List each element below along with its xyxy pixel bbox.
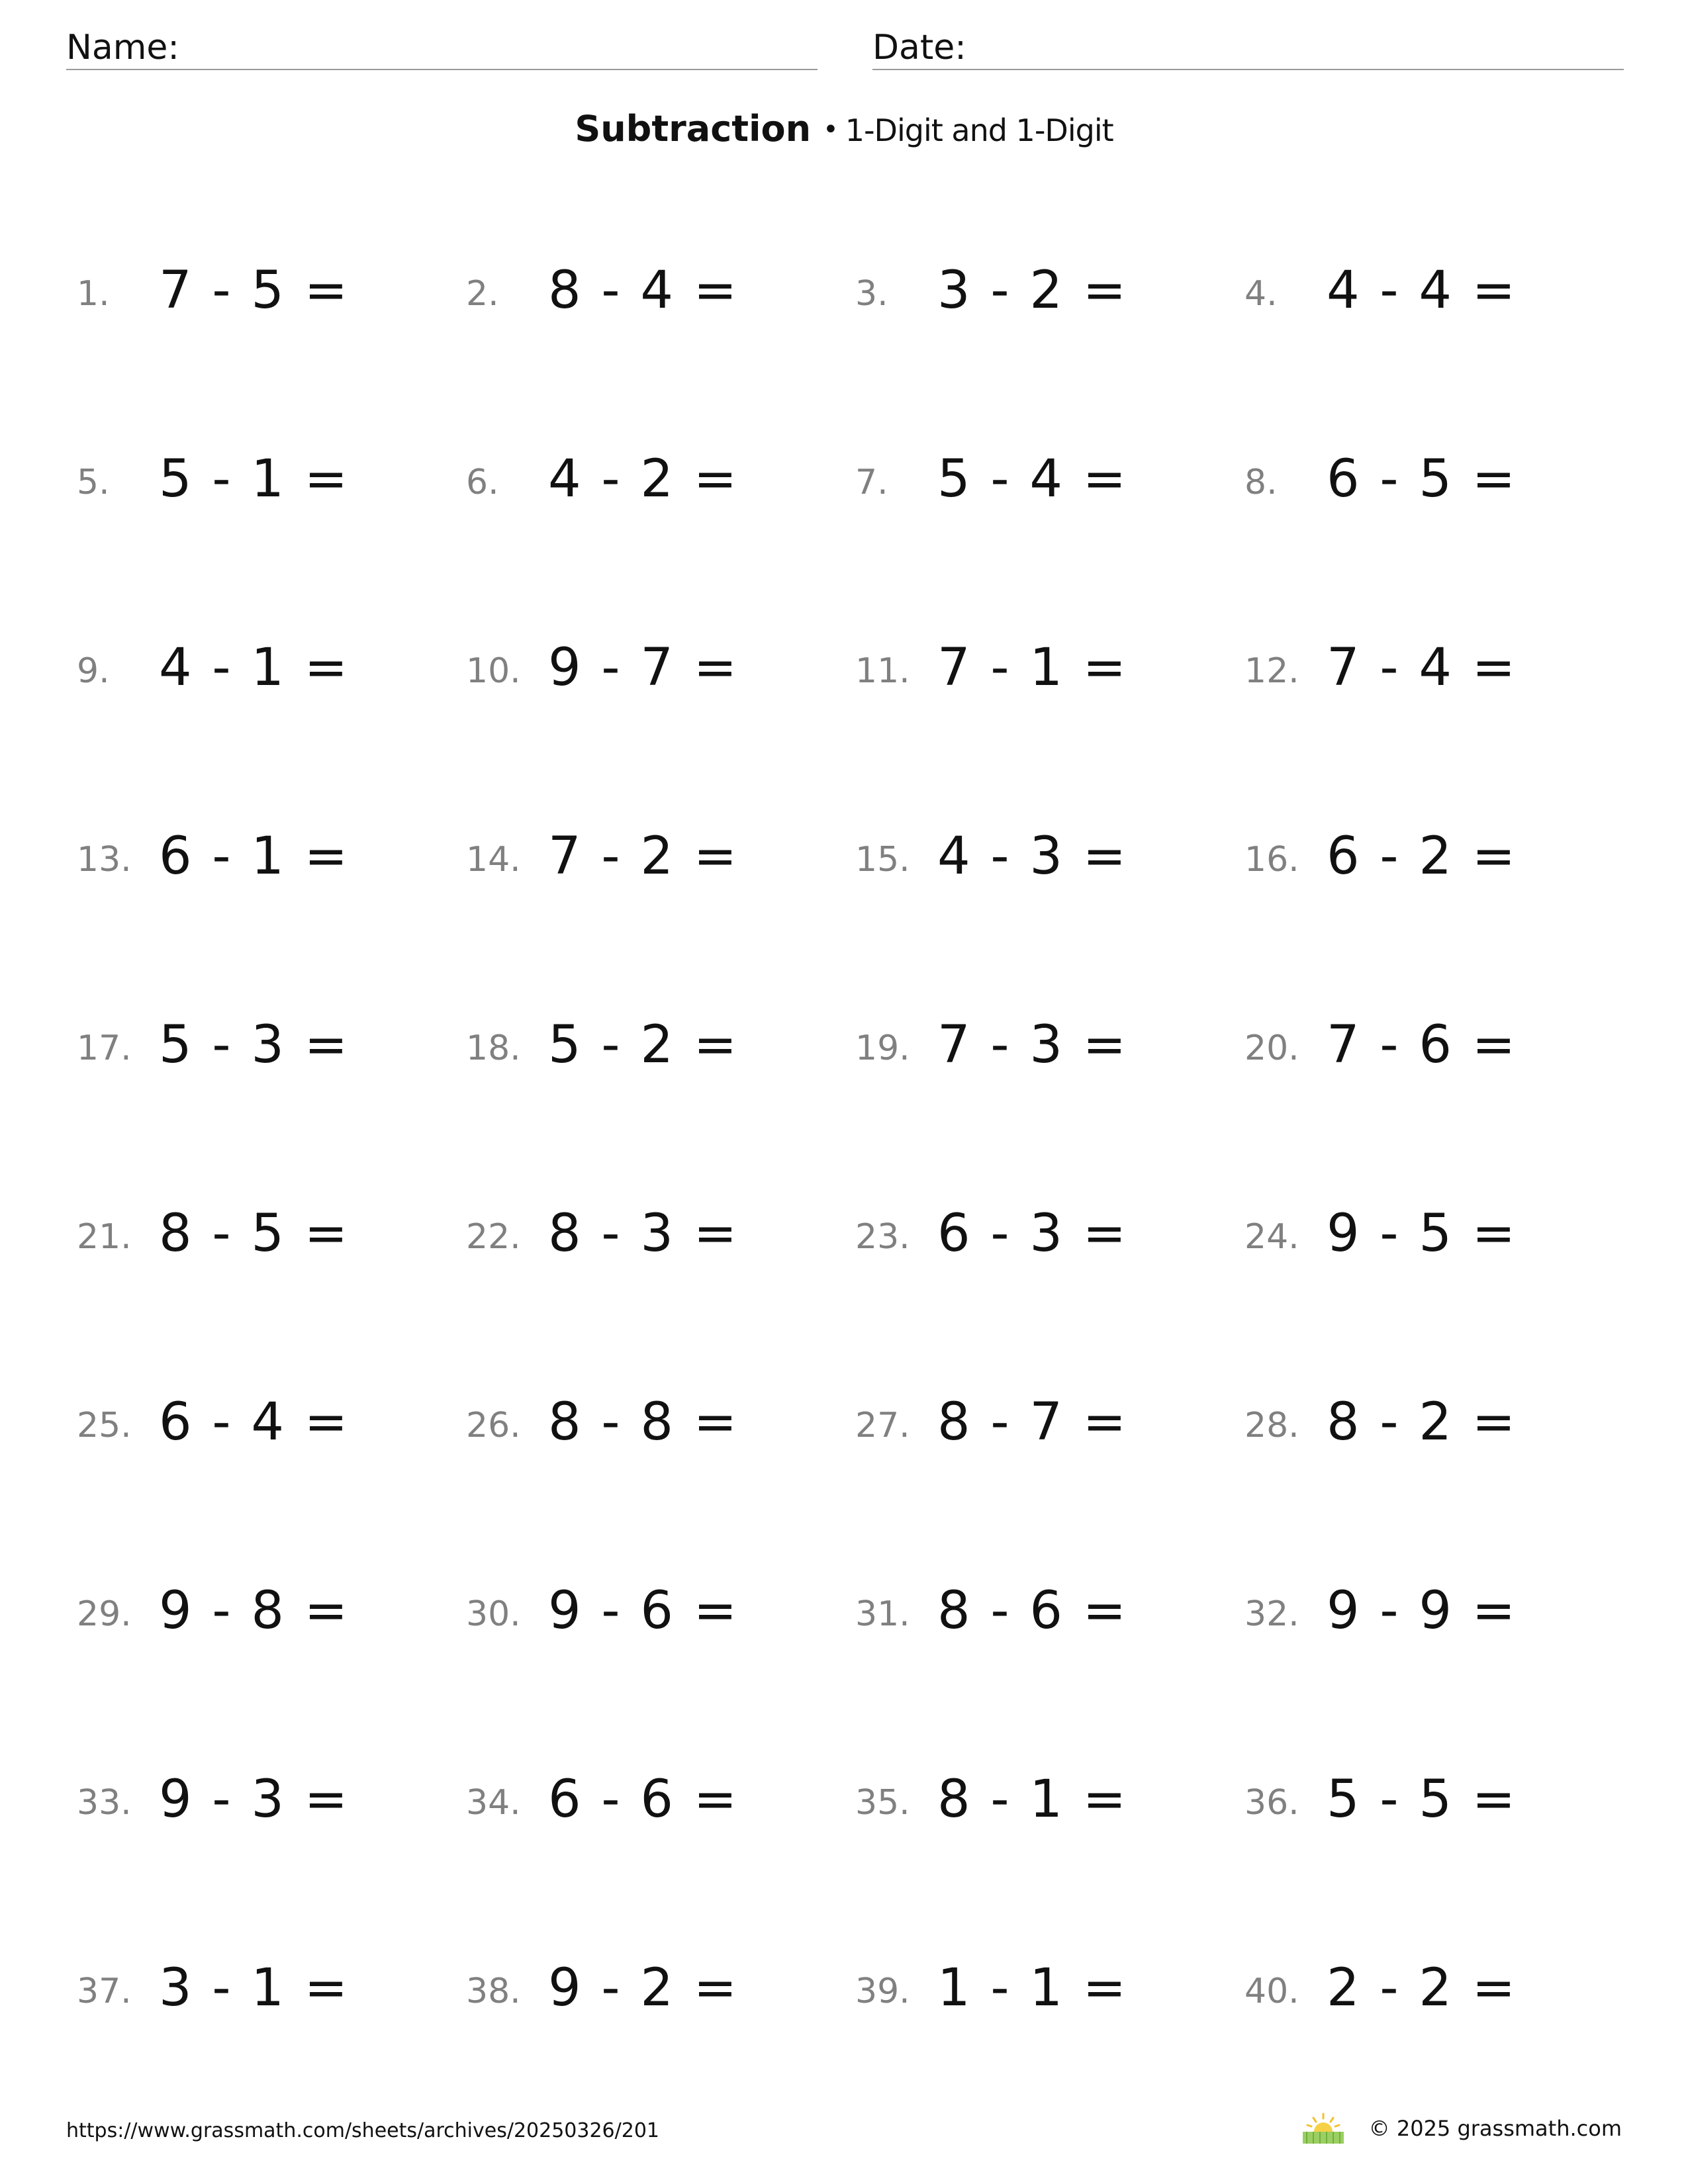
problem-number: 3. xyxy=(855,274,888,314)
problem-item xyxy=(466,629,855,708)
problem-expression: 9 - 5 = xyxy=(1327,1204,1516,1263)
problem-expression: 4 - 3 = xyxy=(937,827,1127,886)
problem-expression: 8 - 5 = xyxy=(159,1204,348,1263)
problem-number: 31. xyxy=(855,1594,910,1634)
title-main: Subtraction xyxy=(575,108,812,150)
problem-number: 11. xyxy=(855,651,910,691)
problem-expression: 5 - 2 = xyxy=(548,1015,737,1075)
problem-expression: 9 - 7 = xyxy=(548,638,737,698)
problem-number: 18. xyxy=(466,1028,521,1068)
problem-number: 4. xyxy=(1244,274,1278,314)
problem-item xyxy=(466,1949,855,2028)
problem-number: 29. xyxy=(77,1594,132,1634)
footer-copyright: © 2025 grassmath.com xyxy=(1368,2116,1622,2141)
problem-item xyxy=(855,251,1244,331)
problem-item xyxy=(466,1760,855,1840)
problem-expression: 9 - 6 = xyxy=(548,1581,737,1641)
problem-expression: 8 - 7 = xyxy=(937,1392,1127,1452)
problem-number: 28. xyxy=(1244,1406,1299,1445)
problem-number: 21. xyxy=(77,1217,132,1257)
problem-number: 16. xyxy=(1244,840,1299,880)
problem-item xyxy=(1244,1383,1626,1463)
problem-expression: 5 - 1 = xyxy=(159,449,348,509)
problem-item xyxy=(77,1949,466,2028)
problem-number: 12. xyxy=(1244,651,1299,691)
problem-item xyxy=(77,1195,466,1274)
problem-number: 19. xyxy=(855,1028,910,1068)
problem-number: 30. xyxy=(466,1594,521,1634)
problem-item xyxy=(1244,251,1626,331)
problem-item xyxy=(466,1383,855,1463)
problem-number: 10. xyxy=(466,651,521,691)
problem-number: 34. xyxy=(466,1783,521,1823)
problem-number: 37. xyxy=(77,1972,132,2011)
footer-brand xyxy=(1301,2109,1622,2148)
problem-number: 32. xyxy=(1244,1594,1299,1634)
problem-number: 23. xyxy=(855,1217,910,1257)
problem-item xyxy=(855,817,1244,897)
problem-item xyxy=(466,817,855,897)
problem-number: 33. xyxy=(77,1783,132,1823)
problem-expression: 6 - 6 = xyxy=(548,1770,737,1829)
problem-item xyxy=(77,1760,466,1840)
problem-number: 7. xyxy=(855,463,888,502)
problem-expression: 7 - 3 = xyxy=(937,1015,1127,1075)
problem-expression: 5 - 4 = xyxy=(937,449,1127,509)
name-label: Name: xyxy=(66,28,179,68)
problem-number: 35. xyxy=(855,1783,910,1823)
problem-expression: 4 - 4 = xyxy=(1327,261,1516,320)
problem-expression: 3 - 2 = xyxy=(937,261,1127,320)
problem-expression: 9 - 2 = xyxy=(548,1958,737,2018)
date-field[interactable] xyxy=(872,24,1624,70)
problem-expression: 8 - 4 = xyxy=(548,261,737,320)
problem-number: 38. xyxy=(466,1972,521,2011)
problem-item xyxy=(855,629,1244,708)
problem-number: 17. xyxy=(77,1028,132,1068)
problem-item xyxy=(855,1572,1244,1651)
problem-expression: 1 - 1 = xyxy=(937,1958,1127,2018)
problem-expression: 6 - 3 = xyxy=(937,1204,1127,1263)
problem-item xyxy=(1244,1760,1626,1840)
problem-item xyxy=(466,251,855,331)
problem-item xyxy=(77,1383,466,1463)
problem-expression: 6 - 4 = xyxy=(159,1392,348,1452)
problem-expression: 5 - 3 = xyxy=(159,1015,348,1075)
problem-item xyxy=(466,1572,855,1651)
problem-item xyxy=(77,1006,466,1085)
problem-number: 9. xyxy=(77,651,110,691)
date-label: Date: xyxy=(872,28,966,68)
problem-expression: 4 - 1 = xyxy=(159,638,348,698)
problem-expression: 6 - 2 = xyxy=(1327,827,1516,886)
problem-item xyxy=(1244,629,1626,708)
problem-expression: 2 - 2 = xyxy=(1327,1958,1516,2018)
problem-number: 15. xyxy=(855,840,910,880)
problem-item xyxy=(466,1006,855,1085)
problem-expression: 9 - 3 = xyxy=(159,1770,348,1829)
problem-item xyxy=(1244,817,1626,897)
problem-item xyxy=(855,1949,1244,2028)
problem-expression: 8 - 1 = xyxy=(937,1770,1127,1829)
problem-expression: 7 - 4 = xyxy=(1327,638,1516,698)
problem-number: 24. xyxy=(1244,1217,1299,1257)
problem-number: 26. xyxy=(466,1406,521,1445)
problem-number: 20. xyxy=(1244,1028,1299,1068)
problem-number: 8. xyxy=(1244,463,1278,502)
problem-expression: 6 - 1 = xyxy=(159,827,348,886)
problem-expression: 7 - 1 = xyxy=(937,638,1127,698)
title-subtitle: 1-Digit and 1-Digit xyxy=(845,113,1113,148)
problem-expression: 8 - 3 = xyxy=(548,1204,737,1263)
problem-item xyxy=(1244,1949,1626,2028)
name-field[interactable] xyxy=(66,24,818,70)
problem-expression: 7 - 6 = xyxy=(1327,1015,1516,1075)
problem-item xyxy=(1244,440,1626,520)
problem-item xyxy=(77,1572,466,1651)
problem-item xyxy=(77,440,466,520)
problem-item xyxy=(1244,1006,1626,1085)
problem-item xyxy=(855,1383,1244,1463)
problem-number: 22. xyxy=(466,1217,521,1257)
problem-number: 39. xyxy=(855,1972,910,2011)
problem-number: 25. xyxy=(77,1406,132,1445)
problem-item xyxy=(855,1760,1244,1840)
problem-expression: 9 - 8 = xyxy=(159,1581,348,1641)
problem-number: 13. xyxy=(77,840,132,880)
problem-expression: 9 - 9 = xyxy=(1327,1581,1516,1641)
sun-over-grass-icon xyxy=(1301,2112,1345,2145)
problem-expression: 7 - 5 = xyxy=(159,261,348,320)
problem-number: 27. xyxy=(855,1406,910,1445)
problem-item xyxy=(466,1195,855,1274)
problem-number: 1. xyxy=(77,274,110,314)
footer-url: https://www.grassmath.com/sheets/archives/20250326/201 xyxy=(66,2119,660,2142)
problem-expression: 4 - 2 = xyxy=(548,449,737,509)
problem-item xyxy=(855,1006,1244,1085)
title-bullet: • xyxy=(823,114,839,145)
worksheet-title xyxy=(0,106,1688,161)
problem-expression: 8 - 8 = xyxy=(548,1392,737,1452)
problem-item xyxy=(855,440,1244,520)
problem-item xyxy=(855,1195,1244,1274)
problem-number: 2. xyxy=(466,274,499,314)
problem-number: 5. xyxy=(77,463,110,502)
problem-number: 40. xyxy=(1244,1972,1299,2011)
problem-expression: 8 - 6 = xyxy=(937,1581,1127,1641)
problem-item xyxy=(1244,1195,1626,1274)
problem-item xyxy=(77,629,466,708)
problem-expression: 5 - 5 = xyxy=(1327,1770,1516,1829)
problem-expression: 7 - 2 = xyxy=(548,827,737,886)
problem-item xyxy=(466,440,855,520)
problem-number: 14. xyxy=(466,840,521,880)
problem-item xyxy=(1244,1572,1626,1651)
problem-number: 36. xyxy=(1244,1783,1299,1823)
problem-item xyxy=(77,817,466,897)
problem-expression: 3 - 1 = xyxy=(159,1958,348,2018)
problem-expression: 6 - 5 = xyxy=(1327,449,1516,509)
problem-item xyxy=(77,251,466,331)
problem-number: 6. xyxy=(466,463,499,502)
problem-expression: 8 - 2 = xyxy=(1327,1392,1516,1452)
problem-grid xyxy=(77,251,1626,2138)
